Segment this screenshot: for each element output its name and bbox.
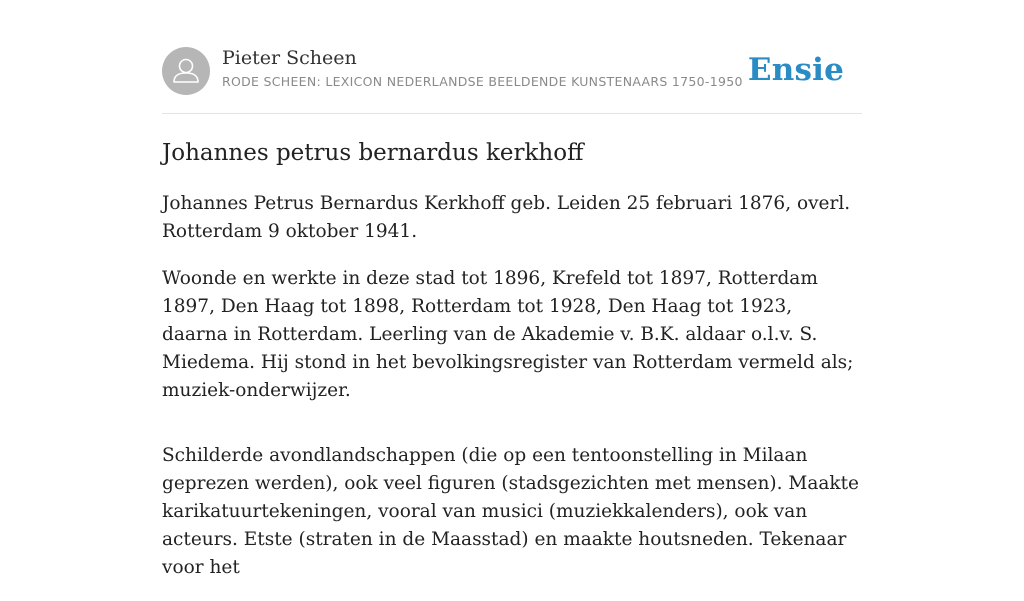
source-title[interactable]: RODE SCHEEN: LEXICON NEDERLANDSE BEELDENDE KUNSTENAARS 1750-1950 [222, 74, 743, 89]
header-divider [162, 113, 862, 114]
article-paragraph: Woonde en werkte in deze stad tot 1896, Krefeld tot 1897, Rotterdam 1897, Den Haag tot 1898, Rotterdam tot 1928, Den Haag tot 1923, daarna in Rotterdam. Leerling van de Akademie v. B.K. aldaar o.l.v. S. Miedema. Hij stond in het bevolkingsregister van Rotterdam vermeld als; muziek-onderwijzer. [162, 268, 854, 401]
article-paragraph: Schilderde avondlandschappen (die op een tentoonstelling in Milaan geprezen werden), ook veel figuren (stadsgezichten met mensen). Maakte karikatuurtekeningen, vooral van musici (muziekkalenders), ook van acteurs. Etste (straten in de Maasstad) en maakte houtsneden. Tekenaar voor het [162, 445, 859, 578]
author-name[interactable]: Pieter Scheen [222, 47, 357, 69]
article-body [162, 190, 862, 601]
article-header [162, 46, 862, 96]
ensie-logo[interactable]: Ensie [747, 52, 844, 88]
article-paragraph: Johannes Petrus Bernardus Kerkhoff geb. Leiden 25 februari 1876, overl. Rotterdam 9 oktober 1941. [162, 193, 851, 242]
article-title: Johannes petrus bernardus kerkhoff [162, 140, 584, 166]
user-icon [162, 47, 210, 95]
author-avatar[interactable] [162, 47, 210, 95]
